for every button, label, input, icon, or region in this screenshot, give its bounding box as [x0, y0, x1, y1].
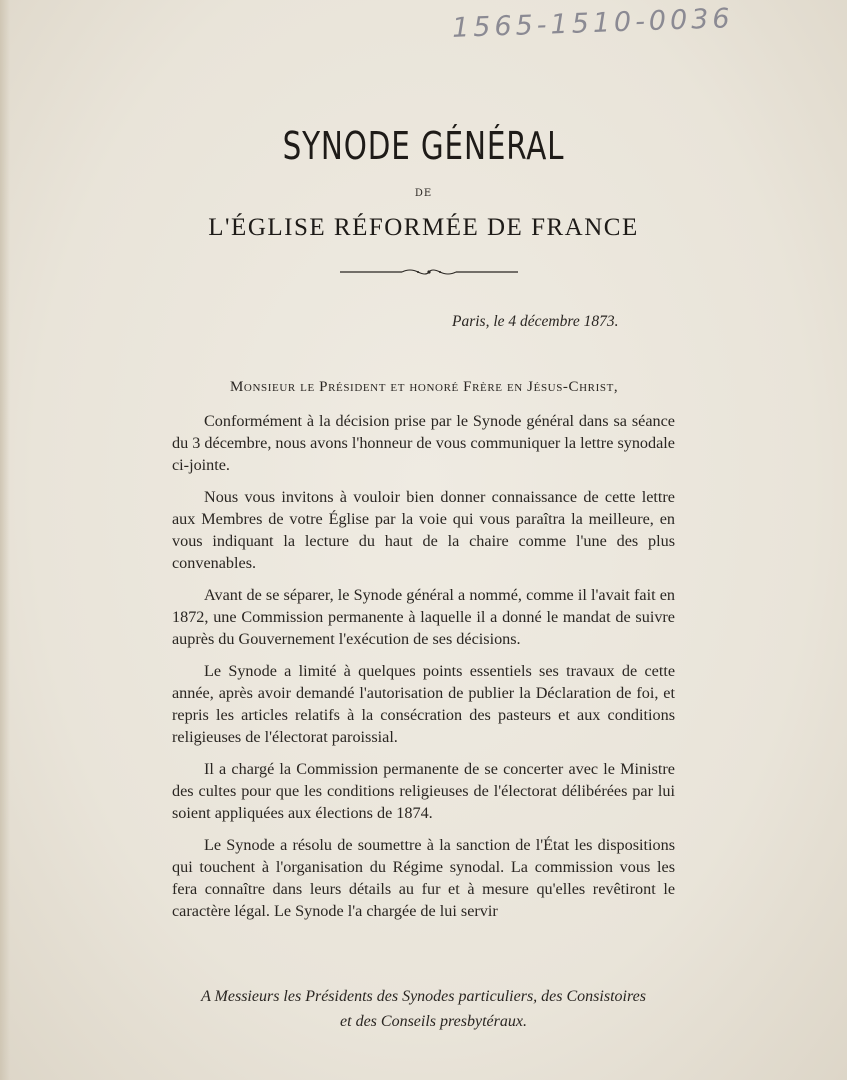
recipient-address: [0, 984, 847, 1034]
archive-number-handwritten: 1565-1510-0036: [451, 3, 735, 44]
paragraph: Le Synode a résolu de soumettre à la sanction de l'État les dispositions qui touchent à l'organisation du Régime synodal. La commission vous les fera connaître dans leurs détails au fur et à mesure qu'elles revêtiront le caractère légal. Le Synode l'a chargée de lui servir: [172, 836, 675, 920]
title-connector: DE: [414, 188, 433, 199]
paragraph: Nous vous invitons à vouloir bien donner connaissance de cette lettre aux Membres de votre Église par la voie qui vous paraîtra la meilleure, en vous indiquant la lecture du haut de la chaire comme l'une des plus convenables.: [172, 488, 675, 572]
paragraph: Le Synode a limité à quelques points essentiels ses travaux de cette année, après avoir demandé l'autorisation de publier la Déclaration de foi, et repris les articles relatifs à la consécration des pasteurs et aux conditions religieuses de l'électorat paroissial.: [172, 662, 675, 746]
ornamental-rule: [340, 267, 518, 277]
address-line-2: et des Conseils presbytéraux.: [340, 1013, 527, 1030]
paragraph: Il a chargé la Commission permanente de se concerter avec le Ministre des cultes pour que les conditions religieuses de l'électorat délibérées par lui soient appliquées aux élections de 1874.: [172, 760, 675, 822]
document-title: SYNODE GÉNÉRAL: [282, 124, 565, 168]
salutation: Monsieur le Président et honoré Frère en Jésus-Christ,: [230, 379, 619, 395]
address-line-1: A Messieurs les Présidents des Synodes particuliers, des Consistoires: [201, 988, 646, 1005]
page-edge-shadow: [0, 0, 10, 1080]
letter-body: [172, 410, 675, 932]
date-line: Paris, le 4 décembre 1873.: [452, 313, 619, 330]
document-subtitle: L'ÉGLISE RÉFORMÉE DE FRANCE: [208, 214, 639, 241]
paragraph: Avant de se séparer, le Synode général a nommé, comme il l'avait fait en 1872, une Commission permanente à laquelle il a donné le mandat de suivre auprès du Gouvernement l'exécution de ses décisions.: [172, 586, 675, 648]
paragraph: Conformément à la décision prise par le Synode général dans sa séance du 3 décembre, nous avons l'honneur de vous communiquer la lettre synodale ci-jointe.: [172, 412, 675, 474]
